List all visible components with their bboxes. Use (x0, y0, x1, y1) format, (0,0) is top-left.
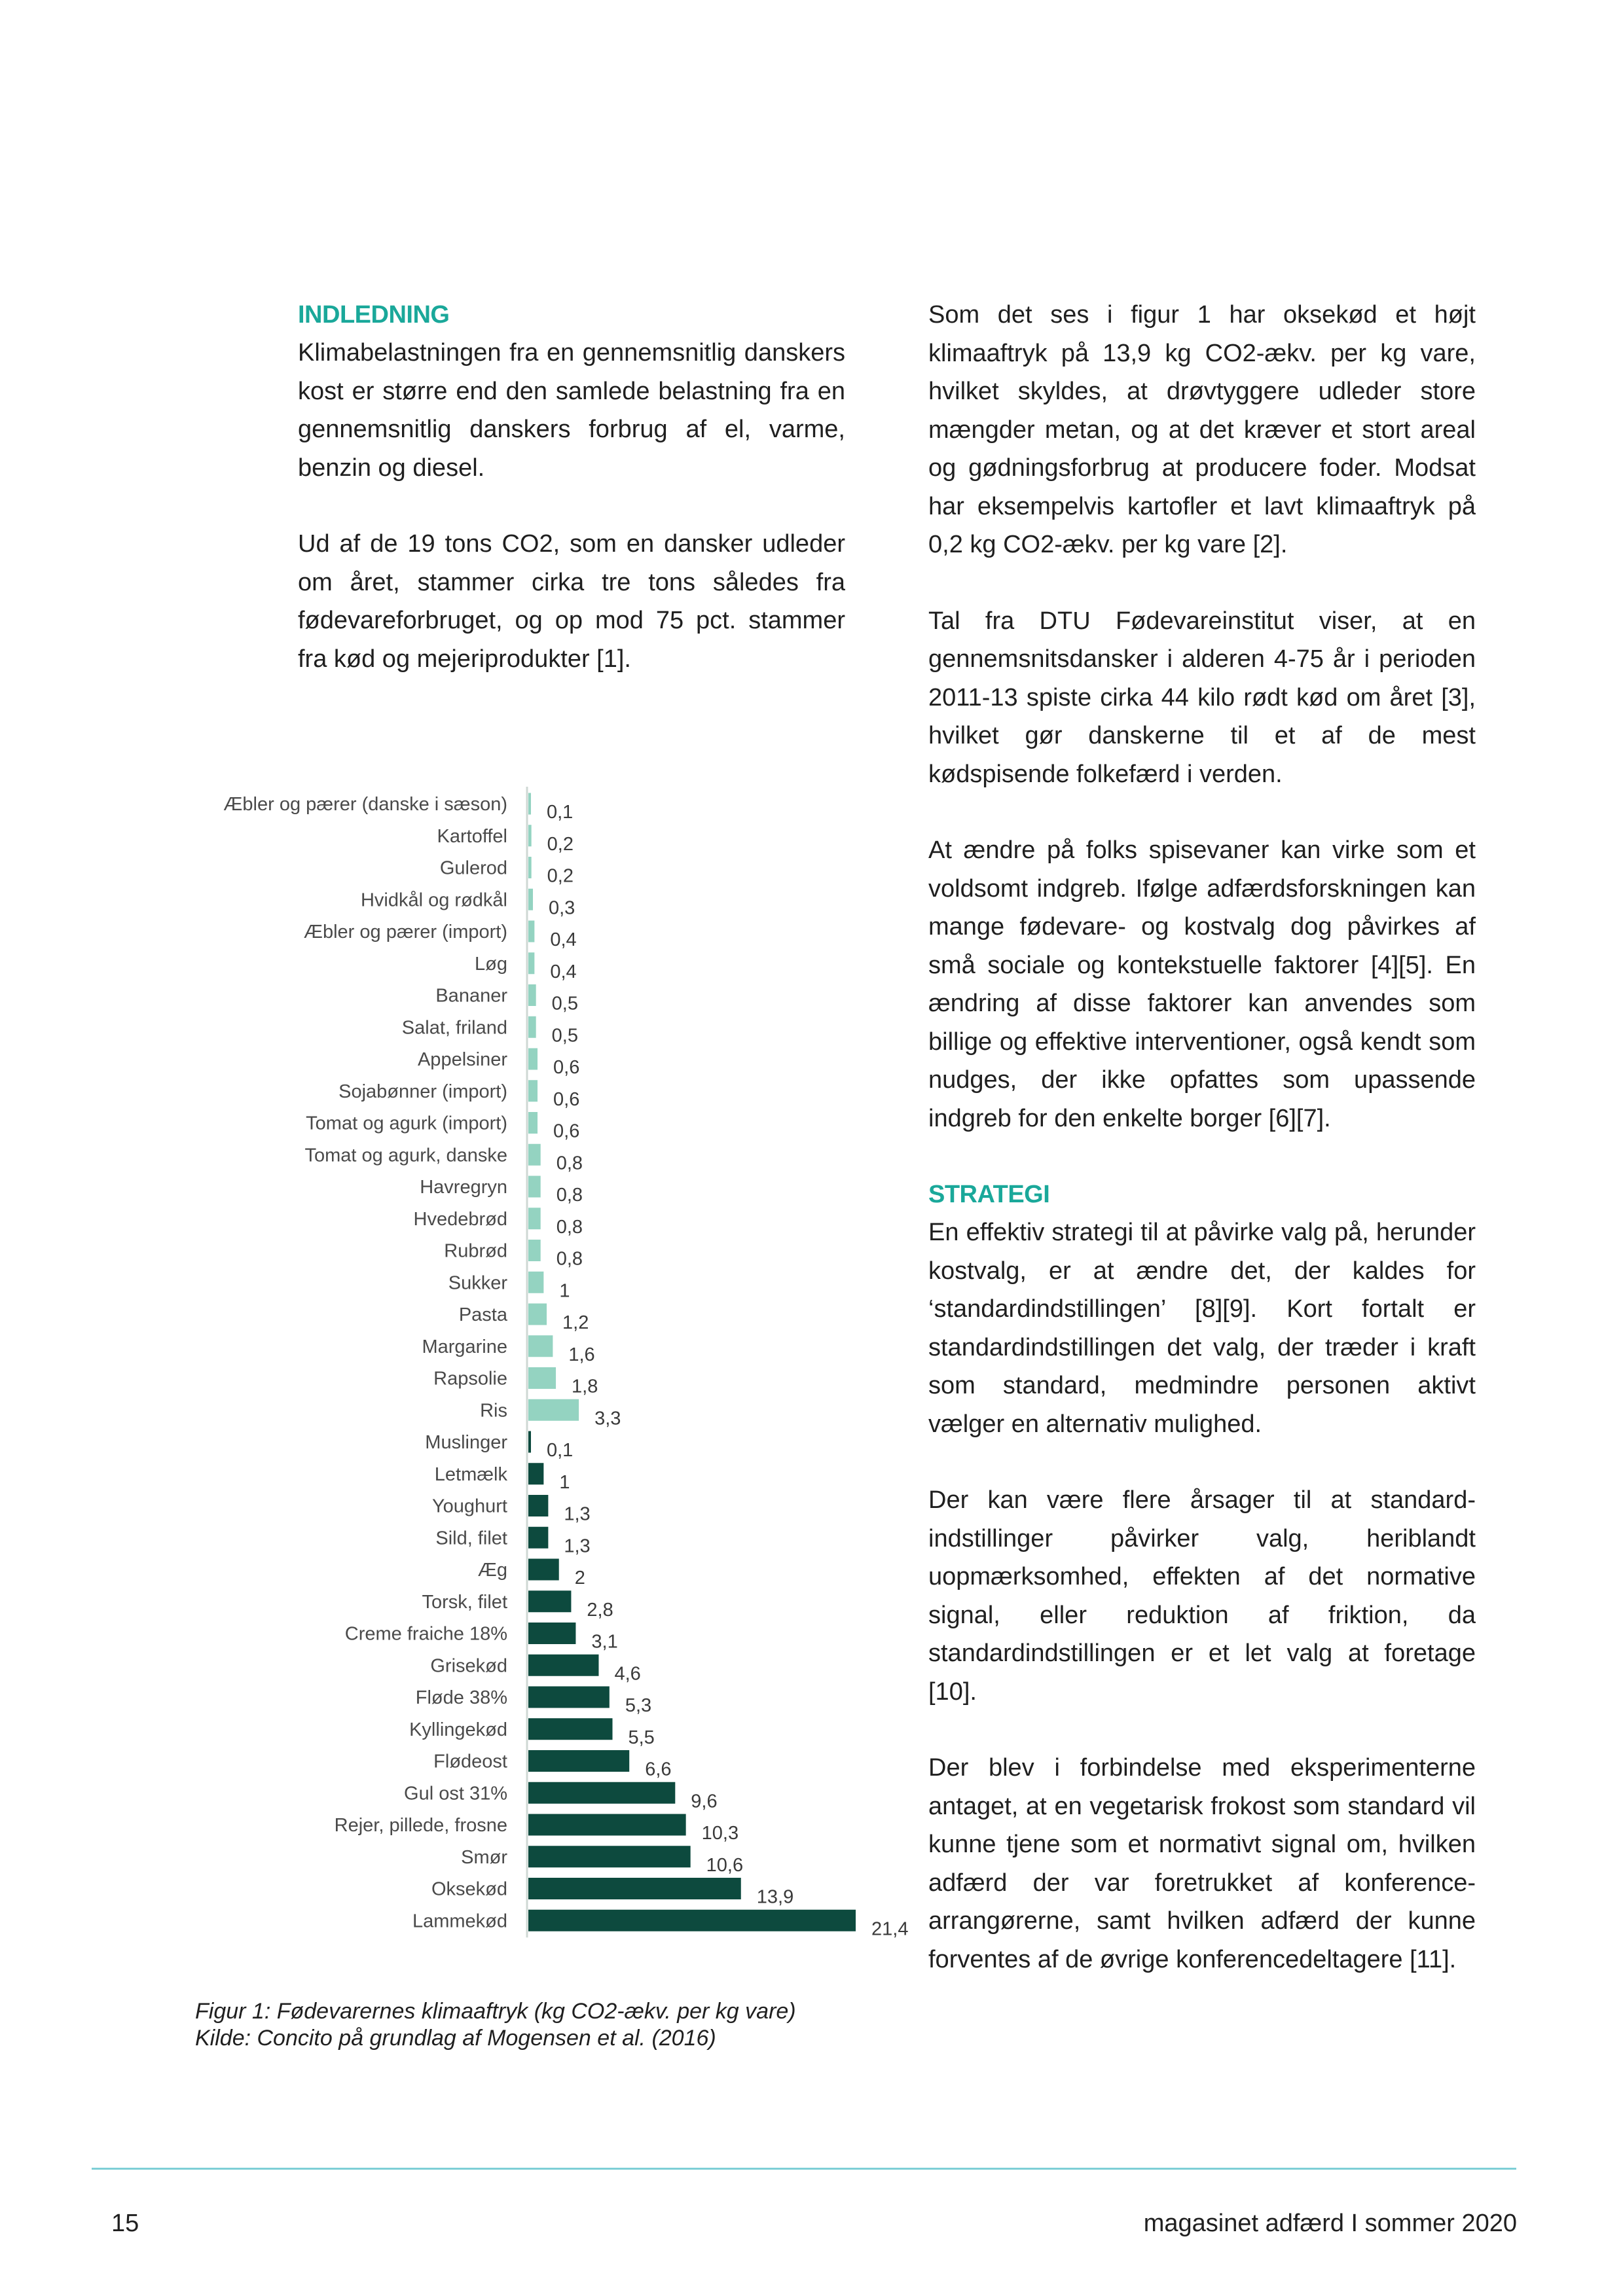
body-paragraph-1: Som det ses i figur 1 har oksekød et højt klimaaftryk på 13,9 kg CO2-ækv. per kg vare, hvilket skyldes, at drøvtyggere udleder store mængder metan, og at det kræver et stort areal og gødningsforbrug at producere foder. Modsat har eksempelvis kartofler et lavt klimaaftryk på 0,2 kg CO2-ækv. per kg vare [2]. (928, 301, 1476, 558)
body-paragraph-3: At ændre på folks spisevaner kan virke som et voldsomt indgreb. Ifølge adfærdsforskningen kan mange fødevare- og kostvalg dog påvirkes af små sociale og kontekstuelle faktorer [4][5]. En ændring af disse faktorer kan anvendes som billige og effektive interventioner, også kendt som nudges, der ikke opfattes som upassende indgreb for den enkelte borger [6][7]. (928, 836, 1476, 1132)
bar-value-label: 2 (574, 1568, 585, 1588)
bar-value-label: 13,9 (756, 1886, 794, 1908)
bar-value-label: 9,6 (691, 1791, 718, 1812)
bar (528, 1687, 610, 1708)
bar-value-label: 0,1 (547, 1440, 574, 1461)
bar (528, 1495, 548, 1516)
bar (528, 1527, 548, 1549)
bar (528, 1814, 686, 1836)
bar-category-label: Gulerod (439, 857, 507, 879)
bar (528, 825, 532, 846)
bar-value-label: 1 (559, 1280, 570, 1302)
bar-category-label: Fløde 38% (415, 1687, 507, 1708)
bar (528, 1846, 691, 1867)
bar-category-label: Lammekød (412, 1910, 507, 1932)
bar-category-label: Tomat og agurk (import) (306, 1113, 507, 1134)
bar-value-label: 0,3 (549, 897, 575, 919)
bar-value-label: 1,3 (564, 1503, 591, 1525)
bar-category-label: Flødeost (433, 1751, 507, 1772)
figure-caption-title: Figur 1: Fødevarernes klimaaftryk (kg CO2-ækv. per kg vare) (195, 1999, 796, 2024)
bar-category-label: Pasta (458, 1304, 507, 1325)
bar-category-label: Letmælk (434, 1463, 507, 1485)
bar-value-label: 0,8 (556, 1248, 583, 1270)
figure-caption (195, 1998, 850, 2052)
bar (528, 1431, 531, 1453)
bar (528, 1272, 543, 1293)
bar-value-label: 1 (559, 1471, 570, 1493)
bar-category-label: Æbler og pærer (danske i sæson) (223, 794, 507, 815)
intro-paragraph-2: Ud af de 19 tons CO2, som en dansker udleder om året, stammer cirka tre tons således fra fødevareforbruget, og op mod 75 pct. stammer fra kød og mejeriprodukter [1]. (298, 530, 845, 673)
bar-category-label: Kyllingekød (409, 1719, 507, 1740)
bar-value-label: 0,8 (556, 1153, 583, 1174)
bar-category-label: Ris (480, 1400, 507, 1422)
bar (528, 1910, 856, 1931)
bar (528, 1016, 536, 1038)
body-paragraph-6: Der blev i forbindelse med eksperimenterne antaget, at en vegetarisk frokost som standard vil kunne tjene som et normativt signal om, hvilken adfærd der var foretrukket af konference-arrangørerne, samt hvilken adfærd der kunne forventes af de øvrige konferencedeltagere [11]. (928, 1754, 1476, 1973)
bar-value-label: 0,2 (547, 865, 574, 887)
bar-category-label: Hvedebrød (413, 1208, 507, 1230)
bar-category-label: Margarine (422, 1336, 507, 1357)
bar (528, 1750, 629, 1772)
bar (528, 1304, 547, 1325)
bar-category-label: Æbler og pærer (import) (303, 922, 507, 942)
bar (528, 1367, 556, 1389)
bar-value-label: 10,3 (701, 1823, 739, 1844)
bar-value-label: 2,8 (587, 1599, 613, 1621)
bar-value-label: 10,6 (706, 1854, 744, 1876)
bar (528, 1559, 559, 1581)
bar-value-label: 0,1 (547, 802, 574, 823)
bar-category-label: Løg (475, 953, 507, 975)
bar-value-label: 5,3 (625, 1695, 652, 1716)
bar-category-label: Smør (461, 1846, 507, 1868)
bar-category-label: Kartoffel (437, 825, 507, 847)
bar-category-label: Creme fraiche 18% (344, 1623, 507, 1645)
intro-paragraph-1: Klimabelastningen fra en gennemsnitlig danskers kost er større end den samlede belastning fra en gennemsnitlig danskers forbrug af el, varme, benzin og diesel. (298, 339, 845, 482)
bar-category-label: Sojabønner (import) (338, 1081, 507, 1102)
bar (528, 1176, 541, 1198)
bar-category-label: Sild, filet (435, 1528, 507, 1549)
bar (528, 1144, 541, 1166)
bar-value-label: 3,3 (594, 1408, 621, 1429)
bar (528, 1399, 579, 1421)
bar (528, 1463, 543, 1484)
bar-category-label: Oksekød (431, 1878, 507, 1900)
body-paragraph-2: Tal fra DTU Fødevareinstitut viser, at en gennemsnitsdansker i alderen 4-75 år i perioden 2011-13 spiste cirka 44 kilo rødt kød om året [3], hvilket gør danskerne til et af de mest kødspisende folkefærd i verden. (928, 607, 1476, 788)
bar-category-label: Grisekød (430, 1655, 507, 1677)
section-heading-strategi: STRATEGI (928, 1181, 1050, 1208)
bar (528, 1208, 541, 1229)
bar-category-label: Bananer (435, 985, 507, 1007)
bar-value-label: 0,5 (551, 993, 579, 1014)
bar (528, 1655, 598, 1676)
footer-divider (92, 2168, 1516, 2170)
bar (528, 952, 534, 974)
bar-value-label: 0,4 (550, 929, 577, 950)
bar-value-label: 6,6 (645, 1759, 672, 1780)
bar-value-label: 0,6 (553, 1088, 580, 1110)
bar-value-label: 1,3 (564, 1535, 591, 1557)
bar (528, 921, 534, 942)
bar-category-label: Hvidkål og rødkål (360, 889, 507, 911)
bar (528, 1590, 571, 1612)
bar-value-label: 5,5 (628, 1727, 655, 1748)
bar-value-label: 1,8 (572, 1376, 598, 1397)
bar (528, 1782, 675, 1804)
bar (528, 889, 533, 910)
bar-value-label: 0,6 (553, 1121, 580, 1142)
bar-category-label: Tomat og agurk, danske (304, 1145, 507, 1166)
bar-value-label: 1,6 (568, 1344, 595, 1365)
bar-value-label: 0,6 (553, 1057, 580, 1078)
bar-category-label: Muslinger (425, 1432, 507, 1453)
left-column (298, 296, 845, 678)
bar (528, 1240, 541, 1261)
bar (528, 793, 531, 815)
bar-category-label: Rejer, pillede, frosne (334, 1815, 507, 1836)
bar-category-label: Appelsiner (417, 1049, 507, 1070)
bar-category-label: Sukker (448, 1272, 507, 1294)
figure-caption-source: Kilde: Concito på grundlag af Mogensen et al. (2016) (195, 2026, 716, 2051)
bar (528, 984, 536, 1006)
bar (528, 1623, 575, 1644)
bar-value-label: 0,2 (547, 833, 574, 855)
bar-value-label: 21,4 (871, 1918, 909, 1940)
section-heading-indledning: INDLEDNING (298, 301, 450, 329)
bar-category-label: Æg (477, 1560, 507, 1581)
bar (528, 857, 532, 878)
bar-category-label: Gul ost 31% (404, 1783, 507, 1804)
bar (528, 1878, 741, 1899)
bar-value-label: 3,1 (591, 1631, 618, 1653)
bar-value-label: 1,2 (562, 1312, 589, 1333)
body-paragraph-4: En effektiv strategi til at påvirke valg på, herunder kostvalg, er at ændre det, der kaldes for ‘standardindstillingen’ [8][9]. Kort fortalt er standardindstillingen det valg, der træder i kraft som standard, medmindre personen aktivt vælger en alternativ mulighed. (928, 1219, 1476, 1438)
bar-value-label: 0,4 (550, 961, 577, 982)
bar-value-label: 4,6 (614, 1663, 641, 1685)
bar-category-label: Youghurt (431, 1496, 507, 1517)
magazine-footer: magasinet adfærd I sommer 2020 (1143, 2210, 1517, 2237)
bar-category-label: Rubrød (444, 1240, 507, 1262)
climate-footprint-bar-chart (131, 772, 909, 1940)
bar-category-label: Salat, friland (401, 1017, 507, 1039)
bar-category-label: Rapsolie (433, 1368, 507, 1390)
right-column (928, 296, 1476, 1979)
bar (528, 1080, 538, 1102)
bar (528, 1112, 538, 1134)
body-paragraph-5: Der kan være flere årsager til at standardindstillinger påvirker valg, heriblandt uopmærksomhed, effekten af det normative signal, eller reduktion af friktion, da standardindstillingen er et let valg at foretage [10]. (928, 1486, 1476, 1706)
page-number: 15 (111, 2210, 139, 2237)
bar-category-label: Havregryn (420, 1177, 507, 1198)
bar-value-label: 0,8 (556, 1185, 583, 1206)
bar (528, 1049, 538, 1070)
bar (528, 1335, 553, 1357)
bar-value-label: 0,5 (551, 1025, 579, 1047)
bar-value-label: 0,8 (556, 1216, 583, 1238)
bar-category-label: Torsk, filet (422, 1591, 507, 1613)
bar (528, 1718, 613, 1740)
